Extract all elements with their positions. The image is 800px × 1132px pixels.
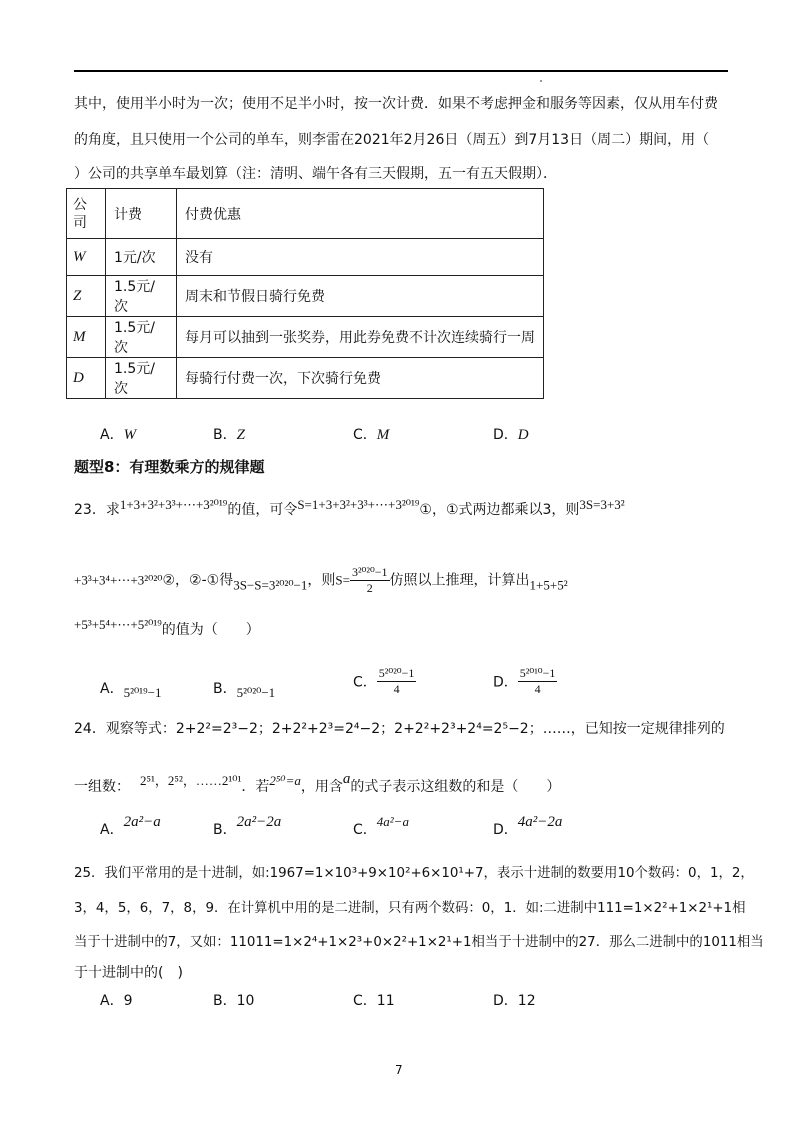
q24-text: ，用含	[300, 779, 343, 795]
q23-option-a[interactable]	[100, 678, 161, 701]
company-cell: Z	[67, 276, 106, 317]
fee-cell: 1.5元/次	[106, 317, 177, 358]
table-header-row	[67, 189, 544, 239]
company-cell: D	[67, 358, 106, 399]
company-cell: W	[67, 239, 106, 276]
option-label: A．	[100, 822, 124, 838]
fraction-denominator: 4	[534, 682, 541, 696]
q25-option-a[interactable]	[100, 990, 133, 1010]
option-value: 4a²−a	[376, 814, 409, 829]
option-fraction	[518, 666, 558, 697]
option-label: B．	[213, 427, 237, 443]
option-label: A．	[100, 993, 124, 1009]
option-value: 9	[123, 993, 133, 1009]
q25-option-c[interactable]	[353, 990, 395, 1010]
q23-option-b[interactable]	[213, 678, 275, 701]
q23-text: 仿照以上推理，计算出	[389, 572, 530, 589]
q23-text: ，则	[307, 572, 336, 589]
q23-expression: S=	[335, 572, 350, 588]
intro-line-1: 其中，使用半小时为一次；使用不足半小时，按一次计费．如果不考虑押金和服务等因素，仅从用车付费	[74, 96, 718, 112]
q23-expression: 1+3+3²+3³+⋯+3²⁰¹⁹	[119, 497, 228, 512]
page-number: 7	[395, 1063, 403, 1077]
fraction-numerator: 5²⁰²⁰−1	[378, 666, 415, 680]
option-value: 2a²−2a	[236, 814, 282, 830]
option-fraction	[377, 666, 417, 697]
q24-condition: 2⁵⁰=a	[269, 773, 301, 788]
option-label: D．	[493, 822, 518, 838]
option-label: C．	[353, 822, 377, 838]
q23-expression: +5³+5⁴+⋯+5²⁰¹⁹	[74, 617, 162, 632]
q23-text: ①，①式两边都乘以3，则	[419, 502, 580, 518]
fraction-numerator: 5²⁰¹⁰−1	[519, 666, 556, 680]
option-value: 5²⁰²⁰−1	[236, 685, 276, 700]
q25-line-1: 25．我们平常用的是十进制，如:1967=1×10³+9×10²+6×10¹+7，表示十进制的数要用10个数码：0，1，2，	[74, 866, 754, 881]
option-value: 10	[236, 993, 255, 1009]
q23-expression: 3S=3+3²	[579, 497, 625, 512]
q23-line-2	[74, 565, 568, 596]
q24-line-2	[74, 770, 560, 796]
q23-text: 的值为（ ）	[161, 622, 260, 638]
table-row	[67, 317, 544, 358]
option-value: 4a²−2a	[517, 814, 563, 830]
q25-line-4: 于十进制中的( )	[74, 965, 183, 981]
section-title: 题型8：有理数乘方的规律题	[74, 458, 265, 476]
option-value: Z	[236, 427, 245, 443]
header-dot	[540, 80, 542, 82]
q24-option-b[interactable]	[213, 814, 281, 839]
q23-option-d[interactable]	[493, 666, 557, 697]
option-label: C．	[353, 993, 377, 1009]
q24-option-d[interactable]	[493, 814, 562, 839]
option-label: B．	[213, 822, 237, 838]
fee-cell: 1.5元/次	[106, 276, 177, 317]
option-label: C．	[353, 427, 377, 443]
header-rule	[74, 70, 728, 72]
option-label: A．	[100, 427, 124, 443]
option-value: 12	[517, 993, 536, 1009]
fraction-denominator: 2	[366, 581, 373, 595]
q23-expression: +3³+3⁴+⋯+3²⁰²⁰	[74, 572, 163, 588]
option-value: W	[123, 427, 137, 443]
option-value: 11	[376, 993, 395, 1009]
header-fee: 计费	[106, 189, 177, 239]
q24-text: 观察等式：2+2²=2³−2；2+2²+2³=2⁴−2；2+2²+2³+2⁴=2⁵−2；……，已知按一定规律排列的	[105, 721, 725, 737]
intro-line-2: 的角度，且只使用一个公司的单车，则李雷在2021年2月26日（周五）到7月13日（周二）期间，用（	[74, 132, 710, 148]
fee-cell: 1元/次	[106, 239, 177, 276]
fraction-denominator: 4	[393, 682, 400, 696]
question-number: 24．	[74, 721, 106, 737]
q25-line-3: 当于十进制中的7，又如：11011=1×2⁴+1×2³+0×2²+1×2¹+1相当于十进制中的27．那么二进制中的1011相当	[74, 935, 764, 950]
option-value: 2a²−a	[123, 814, 161, 830]
q24-text: ．若	[241, 779, 270, 795]
option-label: C．	[353, 674, 377, 691]
option-label: D．	[493, 993, 518, 1009]
q22-option-d[interactable]	[493, 424, 529, 444]
option-value: 5²⁰¹⁹−1	[123, 685, 162, 700]
q22-option-b[interactable]	[213, 424, 245, 444]
q24-line-1	[74, 718, 725, 738]
discount-cell: 每骑行付费一次，下次骑行免费	[177, 358, 544, 399]
q24-text: 一组数：	[74, 779, 130, 795]
q23-text: 求	[105, 502, 120, 518]
header-discount: 付费优惠	[177, 189, 544, 239]
option-label: B．	[213, 993, 237, 1009]
discount-cell: 每月可以抽到一张奖券，用此券免费不计次连续骑行一周	[177, 317, 544, 358]
q24-sequence: 2⁵¹，2⁵²，……2¹⁰¹	[140, 773, 242, 788]
q23-expression: 3S−S=3²⁰²⁰−1	[233, 577, 308, 593]
question-number: 23．	[74, 502, 106, 518]
q23-option-c[interactable]	[353, 666, 416, 697]
q25-line-2: 3，4，5，6，7，8，9．在计算机中用的是二进制，只有两个数码：0，1．如:二进制中111=1×2²+1×2¹+1相	[74, 901, 746, 916]
q22-option-a[interactable]	[100, 424, 136, 444]
q23-text: 的值，可令	[227, 502, 298, 518]
fraction-numerator: 3²⁰²⁰−1	[351, 565, 388, 579]
q24-variable: a	[342, 771, 351, 787]
q24-option-c[interactable]	[353, 814, 409, 839]
option-value: D	[517, 427, 529, 443]
q23-fraction	[350, 565, 390, 596]
table-row	[67, 239, 544, 276]
q22-option-c[interactable]	[353, 424, 389, 444]
q23-text: ②，②-①得	[162, 572, 234, 589]
header-company: 公司	[67, 189, 106, 239]
discount-cell: 周末和节假日骑行免费	[177, 276, 544, 317]
option-value: M	[376, 427, 390, 443]
discount-cell: 没有	[177, 239, 544, 276]
q25-option-d[interactable]	[493, 990, 536, 1010]
pricing-table	[66, 188, 544, 399]
q24-text: 的式子表示这组数的和是（ ）	[350, 779, 561, 795]
option-label: D．	[493, 674, 518, 691]
intro-line-3: ）公司的共享单车最划算（注：清明、端午各有三天假期，五一有五天假期）．	[74, 166, 557, 182]
table-row	[67, 358, 544, 399]
q23-expression: S=1+3+3²+3³+⋯+3²⁰¹⁹	[297, 497, 420, 512]
fee-cell: 1.5元/次	[106, 358, 177, 399]
option-label: B．	[213, 681, 237, 697]
q23-expression: 1+5+5²	[529, 577, 568, 593]
q24-option-a[interactable]	[100, 814, 161, 839]
q25-option-b[interactable]	[213, 990, 254, 1010]
table-row	[67, 276, 544, 317]
company-cell: M	[67, 317, 106, 358]
option-label: A．	[100, 681, 124, 697]
option-label: D．	[493, 427, 518, 443]
q23-line-1	[74, 497, 625, 519]
q23-line-3	[74, 617, 260, 639]
